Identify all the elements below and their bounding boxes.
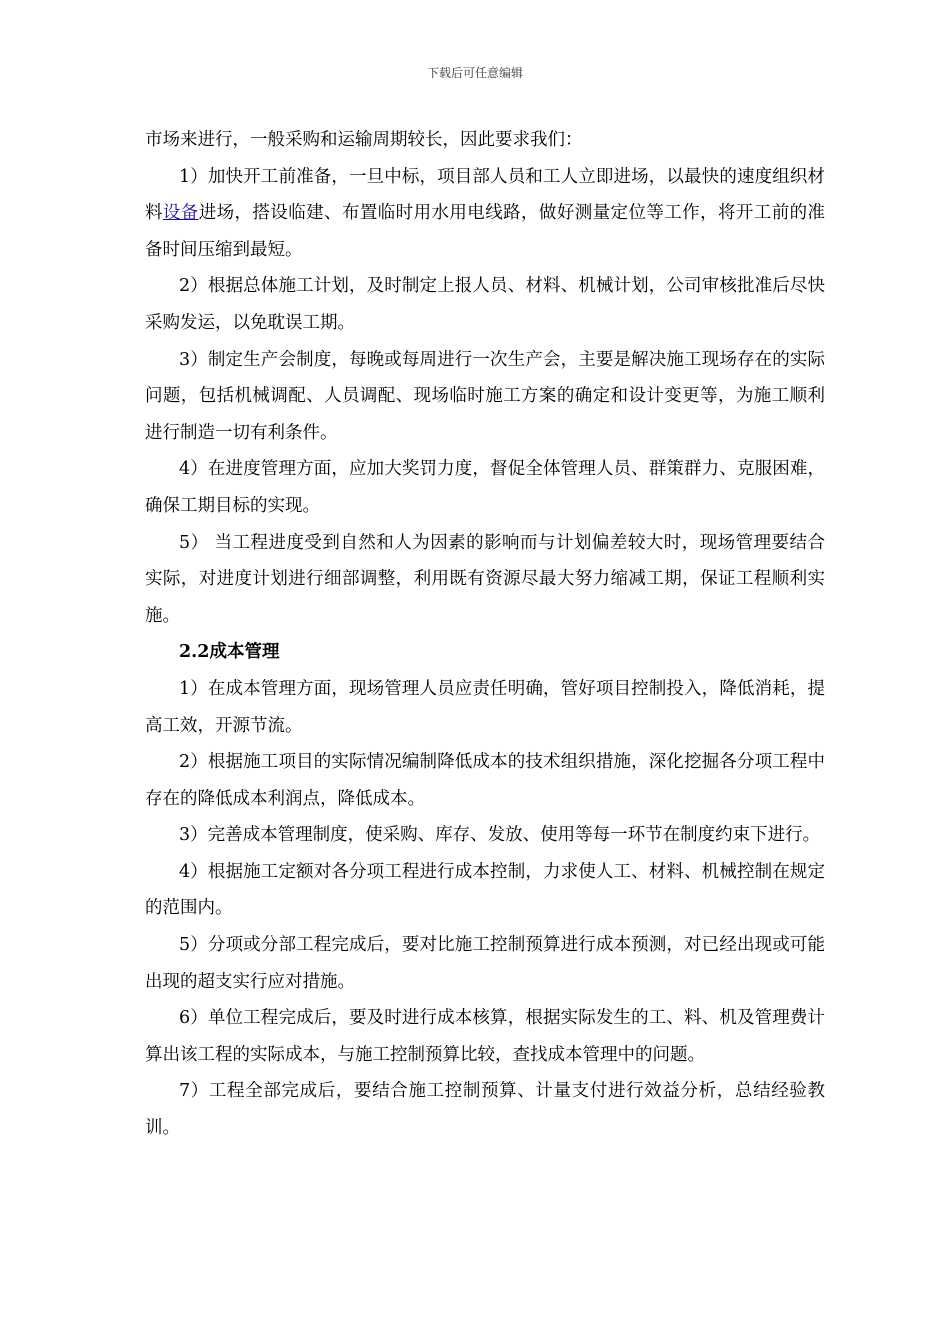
section-heading-cost-management: 2.2成本管理 bbox=[179, 642, 280, 663]
paragraph-cost-6: 6）单位工程完成后，要及时进行成本核算，根据实际发生的工、料、机及管理费计算出该工程的实际成本，与施工控制预算比较，查找成本管理中的问题。 bbox=[145, 1008, 825, 1065]
paragraph-cost-7: 7）工程全部完成后，要结合施工控制预算、计量支付进行效益分析，总结经验教训。 bbox=[145, 1081, 825, 1139]
paragraph-2: 2）根据总体施工计划，及时制定上报人员、材料、机械计划，公司审核批准后尽快采购发运，以免耽误工期。 bbox=[145, 276, 825, 333]
paragraph-cost-2: 2）根据施工项目的实际情况编制降低成本的技术组织措施，深化挖掘各分项工程中存在的降低成本利润点，降低成本。 bbox=[145, 752, 825, 809]
paragraph-1-post: 进场，搭设临建、布置临时用水用电线路，做好测量定位等工作，将开工前的准备时间压缩到最短。 bbox=[145, 203, 825, 260]
paragraph-4: 4）在进度管理方面，应加大奖罚力度，督促全体管理人员、群策群力、克服困难，确保工期目标的实现。 bbox=[145, 459, 825, 516]
paragraph-cost-3: 3）完善成本管理制度，使采购、库存、发放、使用等每一环节在制度约束下进行。 bbox=[179, 825, 821, 846]
equipment-link[interactable]: 设备 bbox=[162, 203, 199, 224]
paragraph-intro: 市场来进行，一般采购和运输周期较长，因此要求我们： bbox=[145, 130, 583, 150]
page-header: 下载后可任意编辑 bbox=[426, 66, 523, 80]
paragraph-1 bbox=[145, 159, 825, 269]
paragraph-cost-4: 4）根据施工定额对各分项工程进行成本控制，力求使人工、材料、机械控制在规定的范围内。 bbox=[145, 861, 825, 919]
paragraph-3: 3）制定生产会制度，每晚或每周进行一次生产会，主要是解决施工现场存在的实际问题，包括机械调配、人员调配、现场临时施工方案的确定和设计变更等，为施工顺利进行制造一切有利条件。 bbox=[145, 349, 825, 443]
document-body bbox=[145, 122, 825, 1147]
paragraph-cost-1: 1）在成本管理方面，现场管理人员应责任明确，管好项目控制投入，降低消耗，提高工效，开源节流。 bbox=[145, 678, 825, 736]
paragraph-5: 5） 当工程进度受到自然和人为因素的影响而与计划偏差较大时，现场管理要结合实际，对进度计划进行细部调整，利用既有资源尽最大努力缩减工期，保证工程顺利实施。 bbox=[145, 532, 825, 626]
paragraph-1-pre: 1）加快开工前准备，一旦中标，项目部人员和工人立即进场，以最快的速度组织材料 bbox=[145, 166, 825, 224]
paragraph-cost-5: 5）分项或分部工程完成后，要对比施工控制预算进行成本预测，对已经出现或可能出现的超支实行应对措施。 bbox=[145, 935, 825, 992]
